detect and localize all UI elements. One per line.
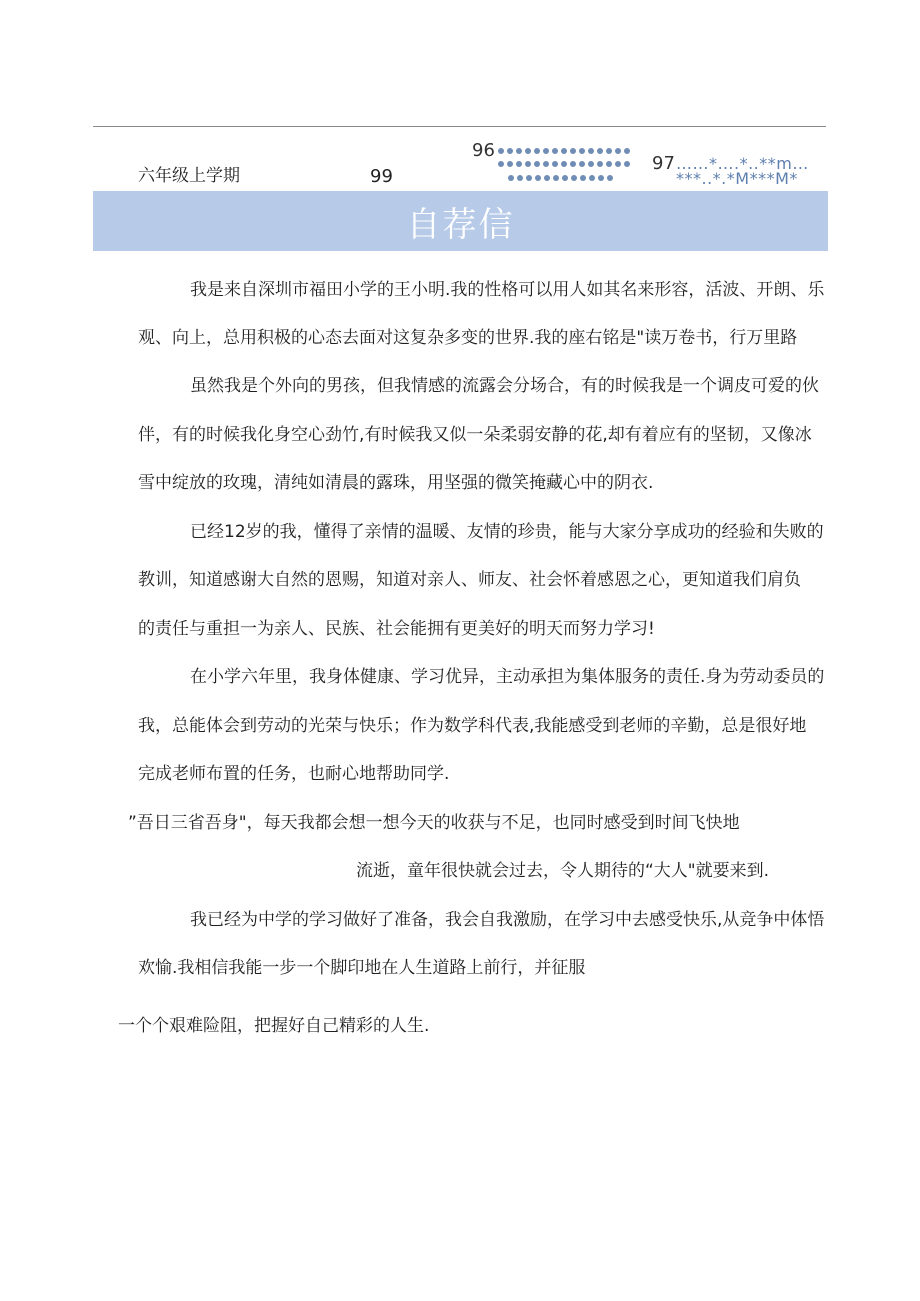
document-title: 自荐信 — [406, 204, 515, 245]
text-line: 欢愉.我相信我能一步一个脚印地在人生道路上前行，并征服 — [138, 958, 586, 978]
dot — [579, 161, 585, 167]
text-line: 已经12岁的我，懂得了亲情的温暖、友情的珍贵，能与大家分享成功的经验和失败的 — [190, 522, 824, 542]
text-line: 的责任与重担一为亲人、民族、社会能拥有更美好的明天而努力学习! — [138, 619, 655, 639]
dot — [561, 148, 567, 154]
dot — [606, 161, 612, 167]
dot-row-3 — [508, 175, 613, 181]
dot — [525, 161, 531, 167]
dot — [534, 148, 540, 154]
dot — [562, 175, 568, 181]
dot — [624, 161, 630, 167]
dot — [561, 161, 567, 167]
dot — [535, 175, 541, 181]
dot — [507, 161, 513, 167]
dot — [553, 175, 559, 181]
grade-label: 六年级上学期 — [138, 166, 240, 186]
dot — [606, 148, 612, 154]
number-97: 97 — [652, 153, 675, 174]
title-band — [93, 191, 828, 251]
dot-row-1 — [498, 148, 630, 154]
text-line: 我，总能体会到劳动的光荣与快乐；作为数学科代表,我能感受到老师的辛勤，总是很好地 — [138, 716, 807, 736]
dot — [526, 175, 532, 181]
text-line: 观、向上，总用积极的心态去面对这复杂多变的世界.我的座右铭是"读万卷书，行万里路 — [138, 328, 798, 348]
text-line: 教训，知道感谢大自然的恩赐，知道对亲人、师友、社会怀着感恩之心，更知道我们肩负 — [138, 570, 801, 590]
dot — [570, 161, 576, 167]
dot — [543, 161, 549, 167]
dot — [588, 161, 594, 167]
text-line: 完成老师布置的任务，也耐心地帮助同学. — [138, 764, 450, 784]
dot — [534, 161, 540, 167]
dot — [552, 161, 558, 167]
dot — [544, 175, 550, 181]
dot — [571, 175, 577, 181]
dot — [597, 148, 603, 154]
dot — [498, 161, 504, 167]
dot — [570, 148, 576, 154]
page-number: 99 — [370, 166, 393, 187]
dot-row-2 — [498, 161, 630, 167]
text-line: 虽然我是个外向的男孩，但我情感的流露会分场合，有的时候我是一个调皮可爱的伙 — [190, 376, 819, 396]
dot — [517, 175, 523, 181]
text-line: ”吾日三省吾身"，每天我都会想一想今天的收获与不足，也同时感受到时间飞快地 — [128, 813, 740, 833]
decor-stars-line-1: ……*….*..**m… — [676, 154, 809, 173]
text-line: 我已经为中学的学习做好了准备，我会自我激励，在学习中去感受快乐,从竞争中体悟 — [190, 910, 825, 930]
dot — [508, 175, 514, 181]
dot — [525, 148, 531, 154]
text-line: 流逝，童年很快就会过去，令人期待的“大人"就要来到. — [356, 861, 770, 881]
decor-stars-line-2: ***..*.*M***M* — [676, 169, 798, 188]
text-line: 一个个艰难险阻，把握好自己精彩的人生. — [118, 1016, 430, 1036]
dot — [598, 175, 604, 181]
dot — [615, 148, 621, 154]
dot — [589, 175, 595, 181]
text-line: 雪中绽放的玫瑰，清纯如清晨的露珠，用坚强的微笑掩藏心中的阴衣. — [138, 473, 654, 493]
dot — [579, 148, 585, 154]
text-line: 伴，有的时候我化身空心劲竹,有时候我又似一朵柔弱安静的花,却有着应有的坚韧，又像冰 — [138, 425, 812, 445]
dot — [588, 148, 594, 154]
header-rule — [93, 126, 826, 127]
dot — [516, 148, 522, 154]
dot — [552, 148, 558, 154]
number-96: 96 — [472, 140, 495, 161]
dot — [607, 175, 613, 181]
text-line: 在小学六年里，我身体健康、学习优异，主动承担为集体服务的责任.身为劳动委员的 — [190, 667, 825, 687]
dot — [543, 148, 549, 154]
dot — [597, 161, 603, 167]
dot — [516, 161, 522, 167]
dot — [580, 175, 586, 181]
dot — [507, 148, 513, 154]
dot — [624, 148, 630, 154]
text-line: 我是来自深圳市福田小学的王小明.我的性格可以用人如其名来形容，活波、开朗、乐 — [190, 280, 825, 300]
dot — [615, 161, 621, 167]
dot — [498, 148, 504, 154]
